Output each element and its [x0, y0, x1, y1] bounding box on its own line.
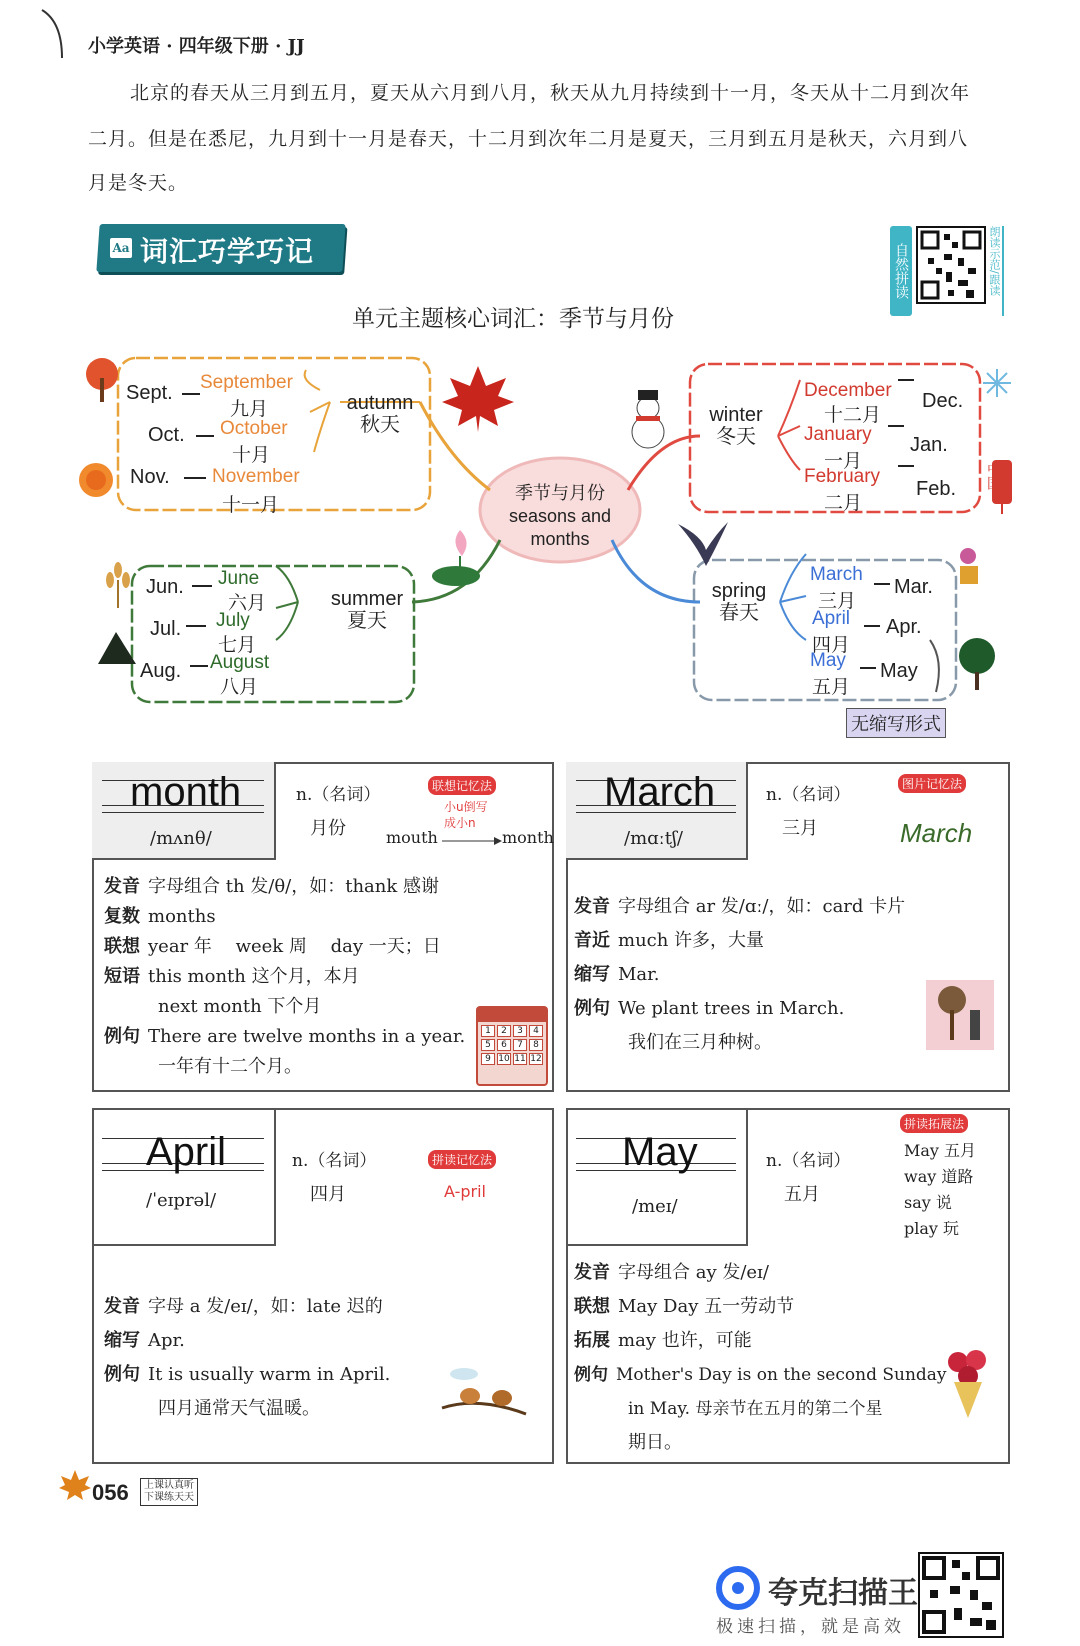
august-en: August: [210, 652, 270, 673]
march-en: March: [810, 564, 863, 585]
march-meaning: 三月: [782, 818, 818, 839]
flower-bouquet-illustration: [940, 1346, 996, 1422]
september-en: September: [200, 372, 293, 393]
march-line-4: 例句 We plant trees in March.: [574, 998, 845, 1019]
may-meaning: 五月: [784, 1184, 820, 1205]
april-line-4: 四月通常天气温暖。: [158, 1398, 320, 1419]
may-tag-item-1: May 五月: [904, 1141, 977, 1160]
calendar-icon: [476, 1006, 548, 1086]
august-cn: 八月: [220, 677, 259, 698]
july-cn: 七月: [218, 635, 257, 656]
april-word-box: [92, 1108, 276, 1246]
june-en: June: [218, 568, 260, 589]
qr-label: 自然拼读: [890, 226, 912, 316]
swallow-icon: [676, 514, 730, 570]
calendar-cell: 2: [497, 1025, 511, 1037]
month-line-4: 短语 this month 这个月，本月: [104, 966, 360, 987]
april-tag: 拼读记忆法: [428, 1150, 496, 1169]
may-line-3: 拓展 may 也许，可能: [574, 1330, 752, 1351]
china-label: 中国: [986, 462, 1002, 490]
april-line-2: 缩写 Apr.: [104, 1330, 185, 1351]
spring-cn: 春天: [719, 602, 759, 624]
december-cn: 十二月: [824, 405, 882, 426]
may-tag-item-3: say 说: [904, 1193, 952, 1212]
may-tag: 拼读拓展法: [900, 1114, 968, 1133]
may-line-1: 发音 字母组合 ay 发/eɪ/: [574, 1262, 769, 1283]
page-corner-mark: [40, 8, 66, 60]
center-en-2: months: [530, 529, 590, 549]
season-winter: [698, 404, 774, 448]
season-autumn: [340, 392, 420, 436]
april-phonetic: /ˈeɪprəl/: [146, 1190, 217, 1211]
may-pos: n.（名词）: [766, 1151, 851, 1171]
qr-right-label: 朗读示范/跟读: [984, 226, 1004, 316]
month-tag-note-2: 成小n: [444, 816, 476, 830]
april-line-1: 发音 字母 a 发/eɪ/，如：late 迟的: [104, 1296, 383, 1317]
october-cn: 十月: [232, 445, 271, 466]
no-abbreviation-note: 无缩写形式: [846, 708, 946, 738]
march-cn: 三月: [818, 591, 857, 612]
brand-slogan: 极速扫描，就是高效: [716, 1617, 905, 1637]
page-note: [140, 1478, 198, 1506]
april-meaning: 四月: [310, 1184, 346, 1205]
center-cn: 季节与月份: [515, 483, 605, 503]
snowflake-icon: [982, 368, 1012, 398]
july-en: July: [216, 610, 250, 631]
february-en: February: [804, 466, 881, 487]
zongzi-icon: [94, 628, 140, 668]
flower-pot-icon: [952, 546, 986, 586]
may-line-5: in May. 母亲节在五月的第二个星: [628, 1399, 883, 1419]
march-line-1: 发音 字母组合 ar 发/ɑː/，如：card 卡片: [574, 896, 906, 917]
jul-abbr: Jul.: [150, 618, 182, 640]
june-cn: 六月: [228, 593, 267, 614]
december-en: December: [804, 380, 892, 401]
month-tag-to: month: [502, 828, 554, 847]
march-word: March: [604, 770, 716, 814]
calendar-cell: 4: [529, 1025, 543, 1037]
april-cn: 四月: [812, 635, 851, 656]
month-line-6: 例句 There are twelve months in a year.: [104, 1026, 466, 1047]
march-line-5: 我们在三月种树。: [628, 1032, 772, 1053]
brand-title: 夸克扫描王: [768, 1576, 918, 1611]
aug-abbr: Aug.: [140, 660, 182, 682]
calendar-cell: 1: [481, 1025, 495, 1037]
march-tag-art: March: [900, 818, 973, 848]
october-en: October: [220, 418, 288, 439]
autumn-tree-icon: [84, 356, 120, 406]
wheat-icon: [100, 560, 136, 610]
april-pos: n.（名词）: [292, 1151, 377, 1171]
month-line-2: 复数 months: [104, 906, 216, 927]
may-line-2: 联想 May Day 五一劳动节: [574, 1296, 795, 1317]
footer-qr-code-icon[interactable]: [918, 1552, 1004, 1638]
vocab-icon: Aa: [110, 238, 132, 258]
snowman-icon: [622, 388, 674, 450]
jan-abbr: Jan.: [910, 434, 948, 456]
january-en: January: [804, 424, 872, 445]
may-card-body: [574, 1256, 994, 1460]
feb-abbr: Feb.: [916, 478, 957, 500]
may-tag-item-2: way 道路: [904, 1167, 974, 1186]
nov-abbr: Nov.: [130, 466, 170, 488]
calendar-cell: 8: [529, 1039, 543, 1051]
month-line-3: 联想 year 年 week 周 day 一天；日: [104, 936, 441, 957]
dec-abbr: Dec.: [922, 390, 964, 412]
may-abbr: May: [880, 660, 918, 682]
calendar-cell: 11: [514, 1054, 526, 1064]
march-pos: n.（名词）: [766, 785, 851, 805]
maple-leaf-page-icon: [58, 1468, 92, 1504]
calendar-cell: 9: [481, 1053, 495, 1065]
birds-on-branch-illustration: [438, 1362, 530, 1428]
november-cn: 十一月: [222, 495, 280, 516]
may-phonetic: /meɪ/: [632, 1196, 678, 1217]
mid-autumn-badge-icon: [78, 462, 114, 498]
planting-tree-illustration: [926, 980, 994, 1050]
march-phonetic: /mɑːtʃ/: [624, 828, 683, 849]
page-note-1: 上课认真听: [144, 1480, 194, 1491]
may-word: May: [622, 1130, 698, 1174]
april-en: April: [812, 608, 851, 629]
january-cn: 一月: [824, 451, 863, 472]
may-tag-list: [904, 1138, 976, 1242]
month-line-7: 一年有十二个月。: [158, 1056, 302, 1077]
intro-line-1: 北京的春天从三月到五月，夏天从六月到八月，秋天从九月持续到十一月，冬天从十二月到次年: [130, 82, 971, 104]
summer-en: summer: [330, 588, 404, 610]
season-spring: [700, 580, 778, 624]
mindmap-title: 单元主题核心词汇：季节与月份: [352, 305, 674, 331]
february-cn: 二月: [824, 493, 863, 514]
arrow-right-icon: [440, 836, 504, 846]
calendar-cell: 10: [498, 1054, 510, 1064]
apr-abbr: Apr.: [886, 616, 922, 638]
calendar-cell: 3: [513, 1025, 527, 1037]
may-cn: 五月: [812, 677, 851, 698]
season-summer: [326, 588, 408, 632]
mindmap-center: [486, 482, 634, 551]
march-tag: 图片记忆法: [898, 774, 966, 793]
november-en: November: [212, 466, 300, 487]
intro-line-3: 月是冬天。: [88, 172, 189, 194]
april-word: April: [146, 1130, 227, 1174]
oct-abbr: Oct.: [148, 424, 185, 446]
month-line-5: next month 下个月: [158, 996, 322, 1017]
calendar-cell: 5: [481, 1039, 495, 1051]
month-meaning: 月份: [310, 818, 346, 839]
calendar-cell: 12: [530, 1054, 542, 1064]
maple-leaf-icon: [440, 364, 516, 434]
page-number: 056: [92, 1480, 129, 1505]
may-line-6: 期日。: [628, 1432, 682, 1453]
winter-cn: 冬天: [716, 426, 756, 448]
march-line-3: 缩写 Mar.: [574, 964, 660, 985]
month-tag: 联想记忆法: [428, 776, 496, 795]
scanner-logo-icon: [716, 1566, 760, 1610]
may-en: May: [810, 650, 846, 671]
month-line-1: 发音 字母组合 th 发/θ/，如：thank 感谢: [104, 876, 440, 897]
month-tag-from: mouth: [386, 828, 438, 847]
month-pos: n.（名词）: [296, 785, 381, 805]
may-tag-item-4: play 玩: [904, 1219, 960, 1238]
jun-abbr: Jun.: [146, 576, 184, 598]
lotus-icon: [420, 520, 486, 590]
april-tag-note: A-pril: [444, 1182, 486, 1201]
month-tag-note-1: 小u倒写: [444, 800, 488, 814]
month-word: month: [130, 770, 242, 814]
center-en-1: seasons and: [508, 506, 612, 526]
qr-code-icon[interactable]: [916, 226, 986, 304]
september-cn: 九月: [230, 399, 269, 420]
march-line-2: 音近 much 许多，大量: [574, 930, 765, 951]
intro-line-2: 二月。但是在悉尼，九月到十一月是春天，十二月到次年二月是夏天，三月到五月是秋天，六月到八: [88, 128, 969, 150]
mar-abbr: Mar.: [894, 576, 933, 598]
autumn-en: autumn: [346, 392, 414, 414]
summer-cn: 夏天: [347, 610, 387, 632]
april-line-3: 例句 It is usually warm in April.: [104, 1364, 391, 1385]
autumn-cn: 秋天: [360, 414, 400, 436]
may-line-4: 例句 Mother's Day is on the second Sunday: [574, 1365, 947, 1385]
may-word-box: [566, 1108, 748, 1246]
section-title: 词汇巧学巧记: [140, 235, 315, 268]
header-title: 小学英语 · 四年级下册 · JJ: [88, 36, 305, 57]
winter-en: winter: [709, 404, 763, 426]
sept-abbr: Sept.: [126, 382, 173, 404]
month-phonetic: /mʌnθ/: [150, 828, 212, 849]
page-note-2: 下课练天天: [144, 1492, 194, 1503]
spring-en: spring: [711, 580, 767, 602]
tree-icon: [956, 636, 998, 692]
calendar-cell: 6: [497, 1039, 511, 1051]
calendar-cell: 7: [513, 1039, 527, 1051]
